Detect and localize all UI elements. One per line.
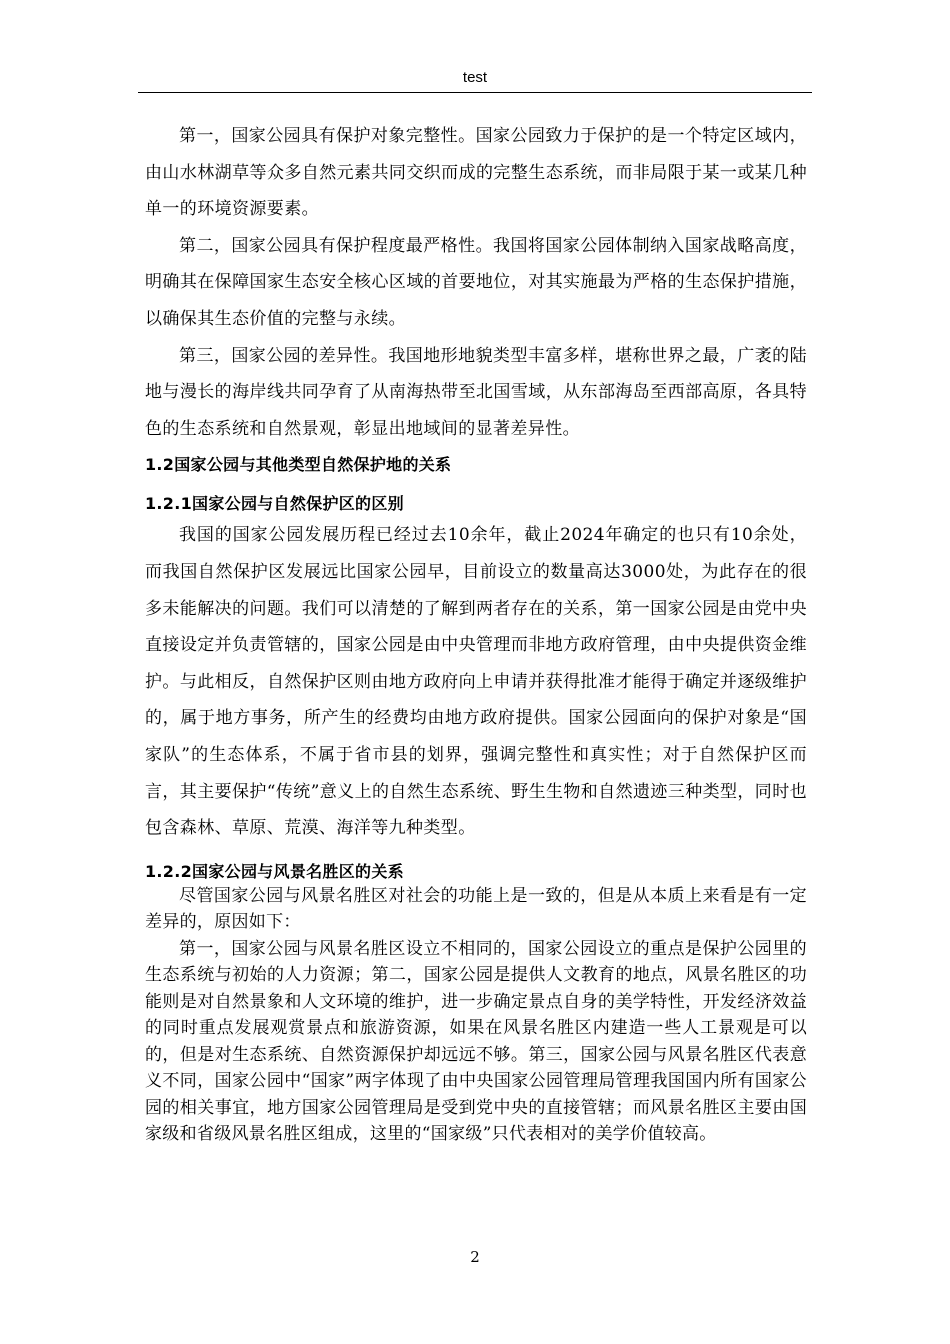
section-heading-1-2: 1.2国家公园与其他类型自然保护地的关系 [145, 455, 452, 475]
paragraph-diversity: 第三，国家公园的差异性。我国地形地貌类型丰富多样，堪称世界之最，广袤的陆地与漫长的海岸线共同孕育了从南海热带至北国雪域，从东部海岛至西部高原，各具特色的生态系统和自然景观，彰显出地域间的显著差异性。 [145, 345, 807, 439]
header-divider [138, 92, 812, 93]
section-heading-1-2-1: 1.2.1国家公园与自然保护区的区别 [145, 494, 404, 514]
paragraph-completeness: 第一，国家公园具有保护对象完整性。国家公园致力于保护的是一个特定区域内，由山水林湖草等众多自然元素共同交织而成的完整生态系统，而非局限于某一或某几种单一的环境资源要素。 [145, 126, 807, 220]
paragraph-scenic-area-differences: 第一，国家公园与风景名胜区设立不相同的，国家公园设立的重点是保护公园里的生态系统与初始的人力资源；第二，国家公园是提供人文教育的地点，风景名胜区的功能则是对自然景象和人文环境的维护，进一步确定景点自身的美学特性，开发经济效益的同时重点发展观赏景点和旅游资源，如果在风景名胜区内建造一些人工景观是可以的，但是对生态系统、自然资源保护却远远不够。第三，国家公园与风景名胜区代表意义不同，国家公园中“国家”两字体现了由中央国家公园管理局管理我国国内所有国家公园的相关事宜，地方国家公园管理局是受到党中央的直接管辖；而风景名胜区主要由国家级和省级风景名胜区组成，这里的“国家级”只代表相对的美学价值较高。 [145, 938, 807, 1145]
paragraph-scenic-area-intro: 尽管国家公园与风景名胜区对社会的功能上是一致的，但是从本质上来看是有一定差异的，原因如下： [145, 885, 807, 933]
page-header-title: test [462, 69, 488, 86]
paragraph-strictness: 第二，国家公园具有保护程度最严格性。我国将国家公园体制纳入国家战略高度，明确其在保障国家生态安全核心区域的首要地位，对其实施最为严格的生态保护措施，以确保其生态价值的完整与永续。 [145, 235, 807, 329]
document-body [145, 118, 807, 1148]
paragraph-nature-reserve-difference: 我国的国家公园发展历程已经过去10余年，截止2024年确定的也只有10余处，而我国自然保护区发展远比国家公园早，目前设立的数量高达3000处，为此存在的很多未能解决的问题。我们可以清楚的了解到两者存在的关系，第一国家公园是由党中央直接设定并负责管辖的，国家公园是由中央管理而非地方政府管理，由中央提供资金维护。与此相反，自然保护区则由地方政府向上申请并获得批准才能得于确定并逐级维护的，属于地方事务，所产生的经费均由地方政府提供。国家公园面向的保护对象是“国家队”的生态体系，不属于省市县的划界，强调完整性和真实性；对于自然保护区而言，其主要保护“传统”意义上的自然生态系统、野生生物和自然遗迹三种类型，同时也包含森林、草原、荒漠、海洋等九种类型。 [145, 525, 807, 839]
section-heading-1-2-2: 1.2.2国家公园与风景名胜区的关系 [145, 861, 404, 881]
page-number: 2 [470, 1248, 480, 1266]
